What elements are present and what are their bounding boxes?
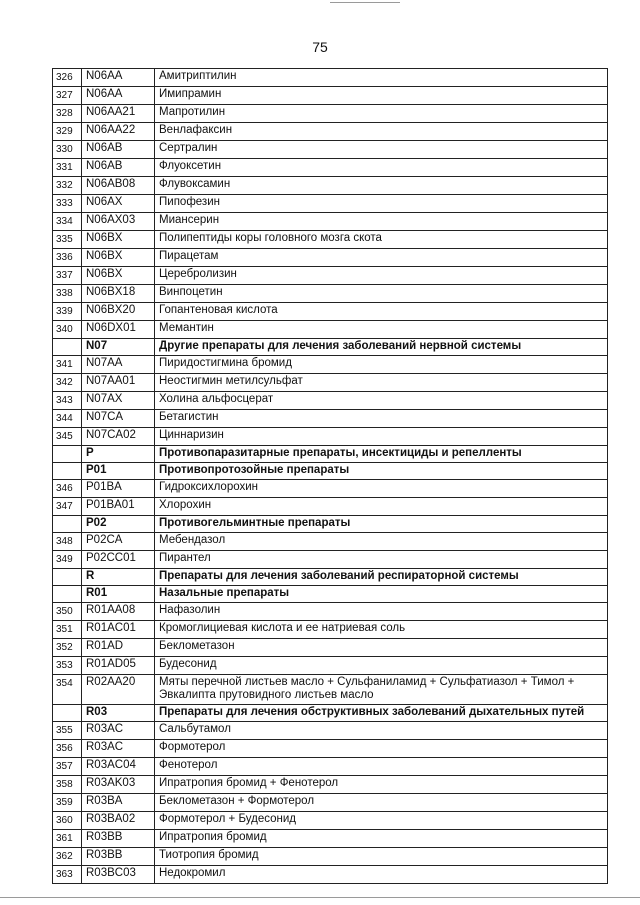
row-number: 339 [53, 303, 82, 321]
table-row [53, 231, 608, 249]
table-row [53, 159, 608, 177]
atc-code: N06AA [82, 87, 155, 105]
row-number: 361 [53, 830, 82, 848]
row-number [53, 463, 82, 480]
drug-name: Назальные препараты [155, 586, 608, 603]
table-row [53, 177, 608, 195]
drug-name: Противопротозойные препараты [155, 463, 608, 480]
section-row [53, 516, 608, 533]
row-number: 326 [53, 69, 82, 87]
row-number: 337 [53, 267, 82, 285]
atc-code: N06AA22 [82, 123, 155, 141]
table-row [53, 740, 608, 758]
row-number: 328 [53, 105, 82, 123]
atc-code: P01BA [82, 480, 155, 498]
row-number: 354 [53, 675, 82, 705]
table-row [53, 722, 608, 740]
table-row [53, 551, 608, 569]
row-number: 350 [53, 603, 82, 621]
section-row [53, 446, 608, 463]
table-row [53, 480, 608, 498]
atc-code: N07AX [82, 392, 155, 410]
row-number: 344 [53, 410, 82, 428]
drug-name: Беклометазон [155, 639, 608, 657]
drug-name: Пиридостигмина бромид [155, 356, 608, 374]
drug-name: Флуоксетин [155, 159, 608, 177]
atc-code: N06BX [82, 267, 155, 285]
atc-code: R01AC01 [82, 621, 155, 639]
atc-code: R03BB [82, 830, 155, 848]
row-number: 329 [53, 123, 82, 141]
row-number: 352 [53, 639, 82, 657]
atc-code: P02CA [82, 533, 155, 551]
table-row [53, 603, 608, 621]
atc-code: R03AC [82, 722, 155, 740]
atc-code: R03BA [82, 794, 155, 812]
row-number: 363 [53, 866, 82, 884]
drug-name: Пипофезин [155, 195, 608, 213]
drug-name: Фенотерол [155, 758, 608, 776]
table-row [53, 794, 608, 812]
atc-code: N06AX [82, 195, 155, 213]
table-row [53, 657, 608, 675]
drug-name: Гопантеновая кислота [155, 303, 608, 321]
atc-code: P01BA01 [82, 498, 155, 516]
scan-edge-line [0, 897, 640, 898]
atc-code: N06AX03 [82, 213, 155, 231]
row-number: 358 [53, 776, 82, 794]
row-number: 357 [53, 758, 82, 776]
drug-name: Бетагистин [155, 410, 608, 428]
atc-code: N07CA02 [82, 428, 155, 446]
drug-name: Тиотропия бромид [155, 848, 608, 866]
drug-name: Будесонид [155, 657, 608, 675]
section-row [53, 463, 608, 480]
atc-code: R01AA08 [82, 603, 155, 621]
table-row [53, 213, 608, 231]
table-row [53, 87, 608, 105]
row-number: 347 [53, 498, 82, 516]
drug-name: Имипрамин [155, 87, 608, 105]
atc-code: P [82, 446, 155, 463]
drug-name: Мяты перечной листьев масло + Сульфаниламид + Сульфатиазол + Тимол + Эвкалипта прутовидного листьев масло [155, 675, 608, 705]
table-row [53, 105, 608, 123]
row-number: 356 [53, 740, 82, 758]
drug-name: Полипептиды коры головного мозга скота [155, 231, 608, 249]
atc-code: R03BC03 [82, 866, 155, 884]
atc-code: R03AK03 [82, 776, 155, 794]
row-number: 346 [53, 480, 82, 498]
row-number: 338 [53, 285, 82, 303]
atc-code: N06BX20 [82, 303, 155, 321]
table-row [53, 621, 608, 639]
atc-code: N06AB [82, 159, 155, 177]
section-row [53, 569, 608, 586]
drug-name: Хлорохин [155, 498, 608, 516]
drug-name: Гидроксихлорохин [155, 480, 608, 498]
row-number: 343 [53, 392, 82, 410]
atc-code: R03 [82, 705, 155, 722]
row-number: 336 [53, 249, 82, 267]
atc-code: R01AD05 [82, 657, 155, 675]
table-row [53, 812, 608, 830]
atc-code: P01 [82, 463, 155, 480]
drug-name: Флувоксамин [155, 177, 608, 195]
drug-name: Сальбутамол [155, 722, 608, 740]
drug-name: Мапротилин [155, 105, 608, 123]
row-number: 334 [53, 213, 82, 231]
table-row [53, 285, 608, 303]
drug-name: Недокромил [155, 866, 608, 884]
drug-name: Другие препараты для лечения заболеваний нервной системы [155, 339, 608, 356]
table-row [53, 392, 608, 410]
section-row [53, 705, 608, 722]
row-number: 360 [53, 812, 82, 830]
atc-code: N06AA21 [82, 105, 155, 123]
atc-code: R02AA20 [82, 675, 155, 705]
table-row [53, 639, 608, 657]
table-row [53, 498, 608, 516]
atc-code: R03AC04 [82, 758, 155, 776]
atc-code: N06AB08 [82, 177, 155, 195]
row-number: 359 [53, 794, 82, 812]
drug-name: Церебролизин [155, 267, 608, 285]
row-number [53, 339, 82, 356]
drug-name: Нафазолин [155, 603, 608, 621]
atc-code: N06DX01 [82, 321, 155, 339]
table-row [53, 675, 608, 705]
row-number [53, 705, 82, 722]
atc-code: N07CA [82, 410, 155, 428]
row-number: 332 [53, 177, 82, 195]
drug-name: Венлафаксин [155, 123, 608, 141]
drug-name: Миансерин [155, 213, 608, 231]
drug-name: Формотерол + Будесонид [155, 812, 608, 830]
table-row [53, 141, 608, 159]
section-row [53, 339, 608, 356]
table-row [53, 267, 608, 285]
table-row [53, 866, 608, 884]
row-number [53, 516, 82, 533]
table-row [53, 69, 608, 87]
row-number: 340 [53, 321, 82, 339]
row-number: 351 [53, 621, 82, 639]
drug-name: Беклометазон + Формотерол [155, 794, 608, 812]
drug-table [52, 68, 608, 884]
row-number: 331 [53, 159, 82, 177]
table-row [53, 848, 608, 866]
table-row [53, 428, 608, 446]
table-row [53, 830, 608, 848]
row-number: 335 [53, 231, 82, 249]
atc-code: N06AB [82, 141, 155, 159]
page-number: 75 [312, 39, 328, 55]
drug-name: Пирацетам [155, 249, 608, 267]
row-number [53, 569, 82, 586]
scan-edge-line [330, 2, 400, 3]
atc-code: R03AC [82, 740, 155, 758]
drug-name: Циннаризин [155, 428, 608, 446]
drug-name: Винпоцетин [155, 285, 608, 303]
drug-name: Ипратропия бромид [155, 830, 608, 848]
drug-name: Препараты для лечения обструктивных заболеваний дыхательных путей [155, 705, 608, 722]
drug-name: Кромоглициевая кислота и ее натриевая соль [155, 621, 608, 639]
table-row [53, 249, 608, 267]
atc-code: N07AA01 [82, 374, 155, 392]
table-row [53, 123, 608, 141]
row-number: 327 [53, 87, 82, 105]
table-row [53, 303, 608, 321]
atc-code: N07AA [82, 356, 155, 374]
table-row [53, 410, 608, 428]
table-row [53, 195, 608, 213]
drug-name: Неостигмин метилсульфат [155, 374, 608, 392]
row-number: 362 [53, 848, 82, 866]
drug-name: Амитриптилин [155, 69, 608, 87]
table-row [53, 374, 608, 392]
drug-name: Противопаразитарные препараты, инсектициды и репелленты [155, 446, 608, 463]
drug-name: Противогельминтные препараты [155, 516, 608, 533]
atc-code: R03BB [82, 848, 155, 866]
drug-name: Сертралин [155, 141, 608, 159]
atc-code: N06BX18 [82, 285, 155, 303]
row-number: 348 [53, 533, 82, 551]
row-number: 353 [53, 657, 82, 675]
atc-code: N06AA [82, 69, 155, 87]
row-number: 349 [53, 551, 82, 569]
drug-name: Мемантин [155, 321, 608, 339]
drug-name: Формотерол [155, 740, 608, 758]
drug-name: Препараты для лечения заболеваний респираторной системы [155, 569, 608, 586]
row-number: 355 [53, 722, 82, 740]
row-number: 345 [53, 428, 82, 446]
atc-code: R03BA02 [82, 812, 155, 830]
drug-name: Ипратропия бромид + Фенотерол [155, 776, 608, 794]
table-row [53, 758, 608, 776]
table-row [53, 533, 608, 551]
table-row [53, 321, 608, 339]
drug-table-body [53, 69, 608, 884]
atc-code: R01 [82, 586, 155, 603]
atc-code: P02CC01 [82, 551, 155, 569]
table-row [53, 356, 608, 374]
drug-name: Холина альфосцерат [155, 392, 608, 410]
row-number [53, 446, 82, 463]
row-number: 333 [53, 195, 82, 213]
atc-code: R [82, 569, 155, 586]
drug-name: Мебендазол [155, 533, 608, 551]
drug-name: Пирантел [155, 551, 608, 569]
table-row [53, 776, 608, 794]
atc-code: R01AD [82, 639, 155, 657]
atc-code: P02 [82, 516, 155, 533]
atc-code: N06BX [82, 249, 155, 267]
row-number: 330 [53, 141, 82, 159]
atc-code: N06BX [82, 231, 155, 249]
row-number: 341 [53, 356, 82, 374]
section-row [53, 586, 608, 603]
atc-code: N07 [82, 339, 155, 356]
row-number [53, 586, 82, 603]
row-number: 342 [53, 374, 82, 392]
